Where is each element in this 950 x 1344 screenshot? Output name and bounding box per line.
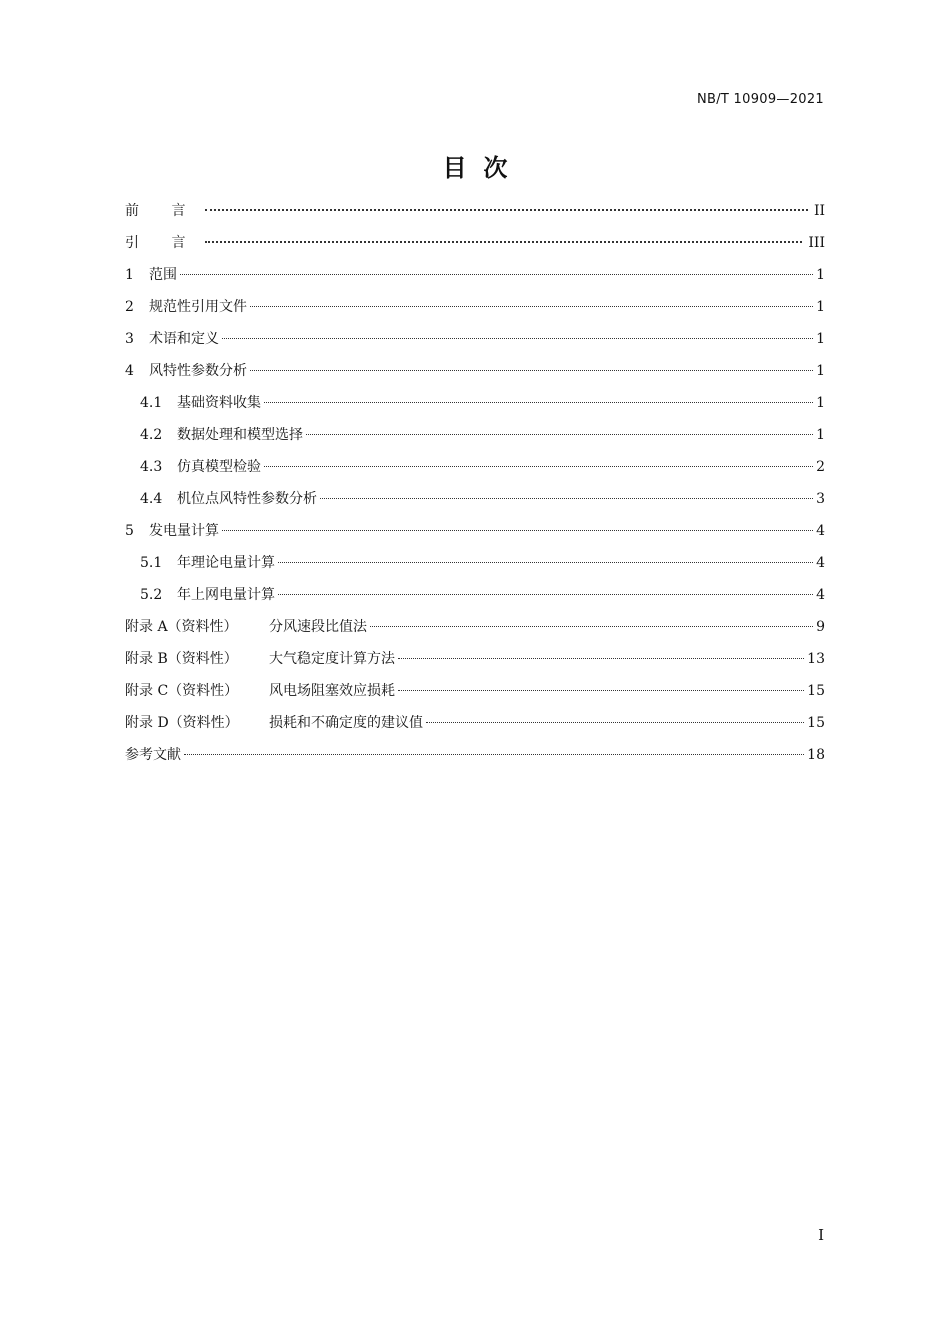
toc-entry-label: 引 言 [125,235,200,251]
dot-leader [250,370,813,371]
toc-entry-page: III [808,235,825,251]
toc-entry[interactable] [125,291,825,323]
toc-entry-page: II [813,203,825,219]
dot-leader [398,658,804,659]
toc-subentry[interactable] [125,483,825,515]
toc-entry-label: 参考文献 [125,747,181,763]
toc-entry-label: 机位点风特性参数分析 [177,491,317,507]
toc-entry-label: 基础资料收集 [177,395,261,411]
toc-entry-number: 4 [125,363,134,379]
page-number: I [818,1226,824,1244]
appendix-prefix: 附录 B（资料性） [125,651,238,667]
toc-subentry[interactable] [125,547,825,579]
toc-entry-references[interactable] [125,739,825,771]
dot-leader [264,402,813,403]
toc-subentry[interactable] [125,579,825,611]
dot-leader [426,722,804,723]
dot-leader [180,274,813,275]
toc-entry-page: 4 [816,555,825,571]
toc-entry[interactable] [125,323,825,355]
toc-appendix[interactable] [125,643,825,675]
toc-entry-preface[interactable] [125,195,825,227]
toc-entry-number: 4.4 [140,491,163,507]
toc-entry-label: 大气稳定度计算方法 [269,651,395,667]
dot-leader [278,594,813,595]
appendix-prefix: 附录 A（资料性） [125,619,238,635]
toc-entry[interactable] [125,515,825,547]
toc-entry-page: 4 [816,587,825,603]
toc-subentry[interactable] [125,419,825,451]
dot-leader [370,626,813,627]
toc-entry-number: 4.2 [140,427,163,443]
toc-entry-page: 1 [816,427,825,443]
toc-entry-page: 13 [807,651,825,667]
toc-appendix[interactable] [125,611,825,643]
dot-leader [320,498,813,499]
toc-entry-number: 2 [125,299,134,315]
toc-entry-page: 15 [807,683,825,699]
toc-entry-label: 前 言 [125,203,200,219]
toc-entry-label: 年上网电量计算 [177,587,275,603]
toc-entry-number: 5 [125,523,134,539]
toc-entry-label: 风特性参数分析 [149,363,247,379]
toc-entry-label: 年理论电量计算 [177,555,275,571]
toc-entry-page: 3 [816,491,825,507]
toc-entry-page: 1 [816,299,825,315]
toc-entry-page: 1 [816,395,825,411]
dot-leader [250,306,813,307]
toc-entry-label: 数据处理和模型选择 [177,427,303,443]
toc-entry-label: 风电场阻塞效应损耗 [269,683,395,699]
toc-entry-page: 2 [816,459,825,475]
toc-entry-label: 分风速段比值法 [269,619,367,635]
dot-leader [398,690,804,691]
table-of-contents [125,195,825,771]
toc-entry[interactable] [125,355,825,387]
page-title: 目 次 [442,154,508,182]
toc-entry[interactable] [125,259,825,291]
toc-entry-intro[interactable] [125,227,825,259]
toc-entry-label: 范围 [149,267,177,283]
toc-entry-page: 15 [807,715,825,731]
toc-entry-label: 术语和定义 [149,331,219,347]
toc-subentry[interactable] [125,387,825,419]
toc-subentry[interactable] [125,451,825,483]
appendix-prefix: 附录 D（资料性） [125,715,239,731]
toc-entry-page: 18 [807,747,825,763]
toc-appendix[interactable] [125,675,825,707]
dot-leader [222,338,813,339]
toc-entry-label: 仿真模型检验 [177,459,261,475]
toc-entry-page: 1 [816,363,825,379]
toc-entry-label: 损耗和不确定度的建议值 [269,715,423,731]
toc-entry-page: 1 [816,331,825,347]
toc-entry-number: 3 [125,331,134,347]
dot-leader [205,241,802,243]
dot-leader [205,209,807,211]
appendix-prefix: 附录 C（资料性） [125,683,239,699]
toc-entry-number: 4.1 [140,395,163,411]
toc-entry-label: 规范性引用文件 [149,299,247,315]
toc-entry-label: 发电量计算 [149,523,219,539]
dot-leader [278,562,813,563]
toc-entry-number: 5.2 [140,587,163,603]
dot-leader [222,530,813,531]
toc-entry-number: 1 [125,267,134,283]
toc-entry-page: 4 [816,523,825,539]
toc-entry-page: 1 [816,267,825,283]
toc-entry-number: 5.1 [140,555,163,571]
standard-code: NB/T 10909—2021 [696,92,824,107]
dot-leader [306,434,813,435]
dot-leader [184,754,804,755]
toc-appendix[interactable] [125,707,825,739]
toc-entry-number: 4.3 [140,459,163,475]
dot-leader [264,466,813,467]
toc-entry-page: 9 [816,619,825,635]
